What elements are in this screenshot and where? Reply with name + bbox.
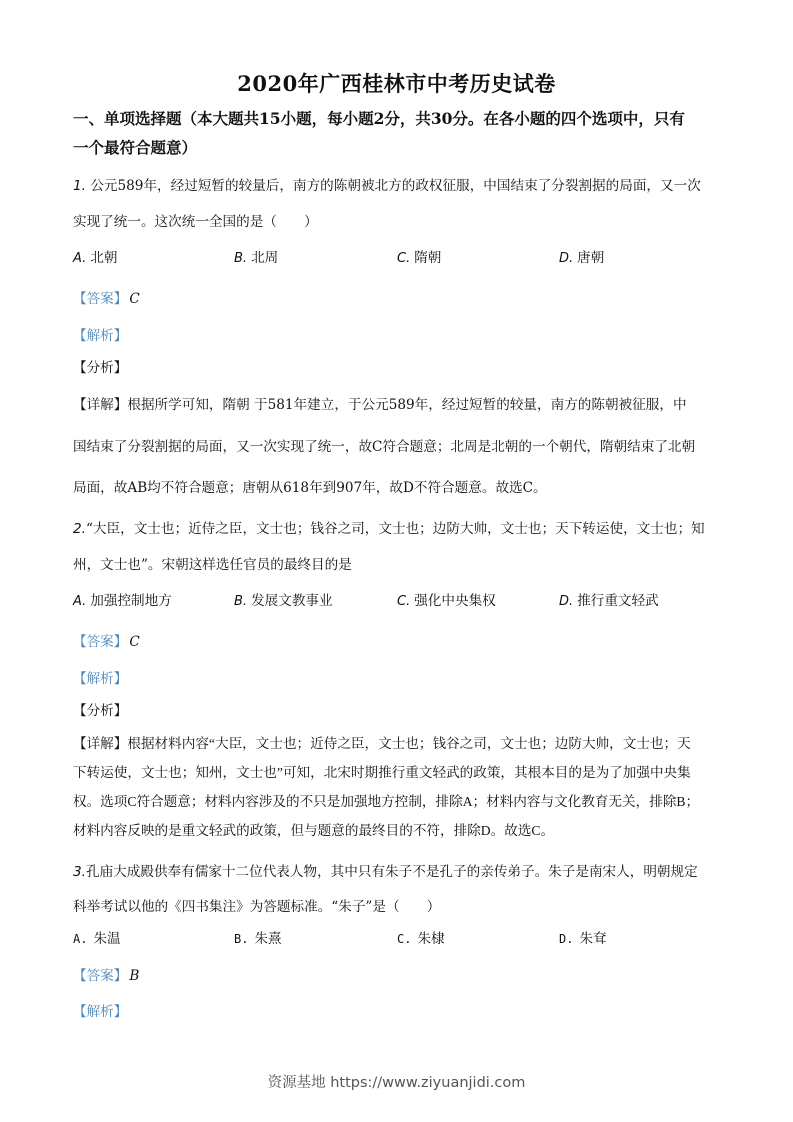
option-b: B. 发展文教事业 bbox=[234, 593, 333, 609]
question-2-fenxi-label: 【分析】 bbox=[73, 703, 128, 719]
question-1-answer bbox=[73, 290, 733, 308]
question-1-fenxi-label: 【分析】 bbox=[73, 360, 128, 376]
option-b: B. 朱熹 bbox=[234, 931, 282, 947]
question-1-detail-line-3: 局面，故AB均不符合题意；唐朝从618年到907年，故D不符合题意。故选C。 bbox=[73, 480, 547, 496]
option-d: D. 朱耷 bbox=[559, 931, 607, 947]
detail-label: 【详解】 bbox=[73, 397, 128, 413]
question-2-detail-line-1: 【详解】根据材料内容“大臣，文士也；近侍之臣，文士也；钱谷之司，文士也；边防大帅，文士也；天 bbox=[73, 736, 691, 751]
footer-watermark: 资源基地 https://www.ziyuanjidi.com bbox=[267, 1075, 526, 1091]
option-d: D. 推行重文轻武 bbox=[559, 593, 659, 609]
question-number: 3. bbox=[73, 864, 86, 880]
question-2-stem-line-1: 2.“大臣，文士也；近侍之臣，文士也；钱谷之司，文士也；边防大帅，文士也；天下转运使，文士也；知 bbox=[73, 521, 705, 537]
question-2-jiexi-label: 【解析】 bbox=[73, 671, 128, 687]
question-2-detail-line-2: 下转运使，文士也；知州，文士也”可知，北宋时期推行重文轻武的政策，其根本目的是为了加强中央集 bbox=[73, 765, 691, 780]
question-1-stem-line-1: 1. 公元589年，经过短暂的较量后，南方的陈朝被北方的政权征服，中国结束了分裂割据的局面，又一次 bbox=[73, 178, 701, 194]
option-d: D. 唐朝 bbox=[559, 250, 605, 266]
option-a: A. 北朝 bbox=[73, 250, 118, 266]
section-header-line-1: 一、单项选择题（本大题共15小题，每小题2分，共30分。在各小题的四个选项中，只有 bbox=[73, 109, 685, 128]
option-b: B. 北周 bbox=[234, 250, 279, 266]
question-3-jiexi-label: 【解析】 bbox=[73, 1004, 128, 1020]
question-2-detail-line-4: 材料内容反映的是重文轻武的政策，但与题意的最终目的不符，排除D。故选C。 bbox=[73, 823, 555, 838]
question-2-stem-line-2: 州，文士也”。宋朝这样选任官员的最终目的是 bbox=[73, 557, 352, 573]
question-3-stem-line-2: 科举考试以他的《四书集注》为答题标准。“朱子”是（ ） bbox=[73, 899, 441, 915]
option-c: C. 隋朝 bbox=[397, 250, 442, 266]
option-a: A. 朱温 bbox=[73, 931, 121, 947]
question-3-stem-line-1: 3.孔庙大成殿供奉有儒家十二位代表人物，其中只有朱子不是孔子的亲传弟子。朱子是南宋人，明朝规定 bbox=[73, 864, 698, 880]
question-1-detail-line-1: 【详解】根据所学可知，隋朝 于581年建立，于公元589年，经过短暂的较量，南方的陈朝被征服，中 bbox=[73, 397, 687, 413]
question-1-stem-line-2: 实现了统一。这次统一全国的是（ ） bbox=[73, 214, 318, 230]
question-number: 1. bbox=[73, 178, 86, 194]
detail-label: 【详解】 bbox=[73, 736, 128, 751]
answer-label: 【答案】 bbox=[73, 968, 128, 984]
question-3-answer bbox=[73, 967, 733, 985]
question-1-detail-line-2: 国结束了分裂割据的局面，又一次实现了统一，故C符合题意；北周是北朝的一个朝代，隋朝结束了北朝 bbox=[73, 439, 696, 455]
answer-value: C bbox=[129, 634, 140, 650]
document-title: 2020年广西桂林市中考历史试卷 bbox=[237, 71, 556, 96]
option-c: C. 朱棣 bbox=[397, 931, 445, 947]
answer-label: 【答案】 bbox=[73, 291, 128, 307]
section-header bbox=[73, 104, 723, 162]
option-c: C. 强化中央集权 bbox=[397, 593, 496, 609]
answer-value: B bbox=[129, 968, 140, 984]
option-a: A. 加强控制地方 bbox=[73, 593, 172, 609]
section-header-line-2: 一个最符合题意） bbox=[73, 138, 198, 157]
answer-label: 【答案】 bbox=[73, 634, 128, 650]
question-1-jiexi-label: 【解析】 bbox=[73, 328, 128, 344]
question-2-detail-line-3: 权。选项C符合题意；材料内容涉及的不只是加强地方控制，排除A；材料内容与文化教育无关，排除B； bbox=[73, 794, 700, 809]
answer-value: C bbox=[129, 291, 140, 307]
question-2-answer bbox=[73, 633, 733, 651]
question-number: 2. bbox=[73, 521, 86, 537]
